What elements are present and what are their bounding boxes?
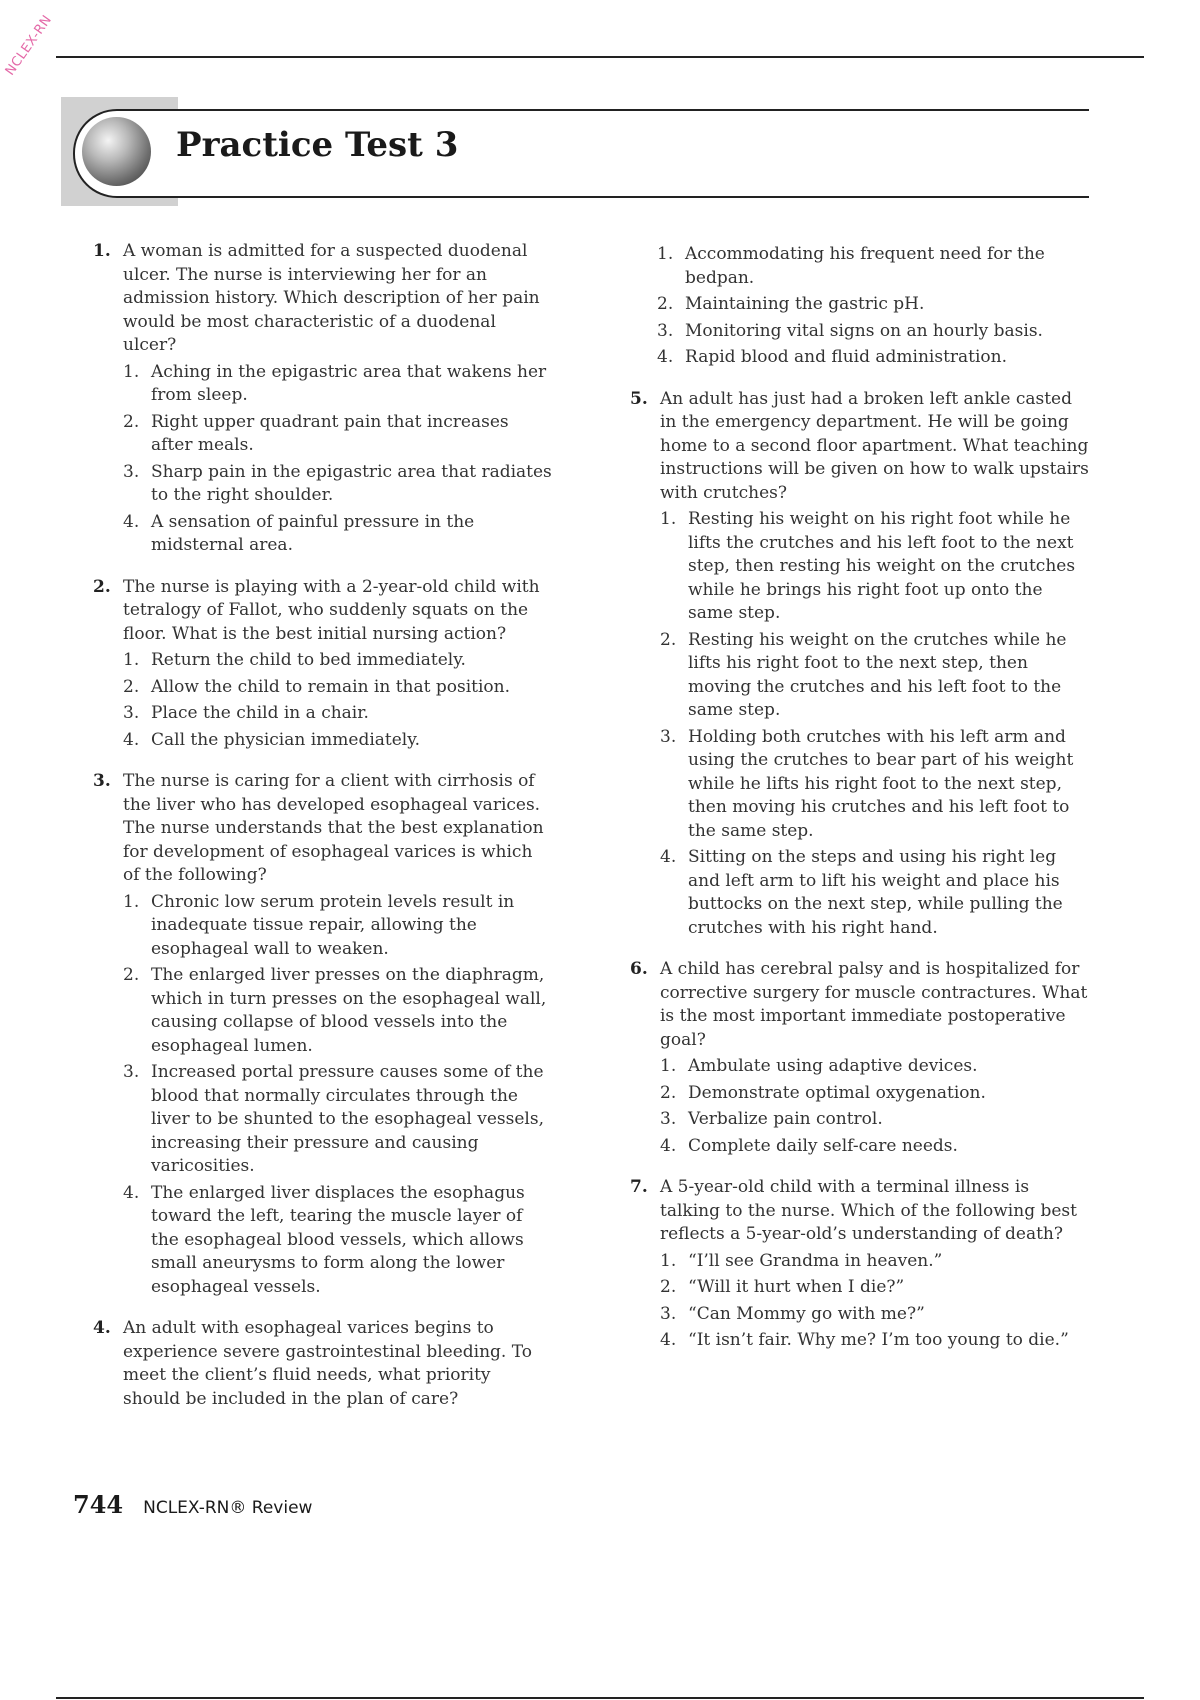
answer-option	[93, 891, 553, 962]
question-stem: The nurse is caring for a client with cirrhosis of the liver who has developed esophageal varices. The nurse understands that the best explanation for development of esophageal varices is which of the following?	[123, 771, 544, 885]
question-number: 7.	[630, 1177, 648, 1197]
option-text: “Will it hurt when I die?”	[688, 1277, 905, 1297]
question-1	[93, 240, 553, 558]
option-number: 4.	[123, 729, 140, 750]
answer-option	[630, 1108, 1090, 1132]
question-number: 1.	[93, 241, 111, 261]
option-number: 3.	[123, 703, 140, 723]
option-text: Rapid blood and fluid administration.	[685, 347, 1008, 367]
question-stem: The nurse is playing with a 2-year-old child with tetralogy of Fallot, who suddenly squats on the floor. What is the best initial nursing action?	[123, 576, 540, 644]
answer-option	[630, 1250, 1090, 1274]
option-text: Sharp pain in the epigastric area that radiates to the right shoulder.	[151, 461, 552, 505]
option-text: The enlarged liver presses on the diaphragm, which in turn presses on the esophageal wall, causing collapse of blood vessels into the esophageal lumen.	[151, 965, 547, 1056]
option-text: Right upper quadrant pain that increases after meals.	[151, 411, 509, 455]
option-number: 4.	[657, 347, 674, 367]
right-column	[630, 240, 1090, 1371]
globe-icon	[82, 117, 151, 186]
option-number: 3.	[123, 461, 140, 482]
option-number: 1.	[660, 1056, 677, 1076]
option-text: “It isn’t fair. Why me? I’m too young to die.”	[688, 1330, 1069, 1350]
question-stem: A woman is admitted for a suspected duodenal ulcer. The nurse is interviewing her for an admission history. Which description of her pain would be most characteristic of a duodenal ulcer?	[123, 241, 540, 355]
answer-option	[93, 1061, 553, 1179]
answer-option	[93, 511, 553, 558]
option-text: Aching in the epigastric area that wakens her from sleep.	[151, 361, 547, 405]
answer-option	[630, 346, 1090, 370]
option-number: 2.	[657, 294, 674, 314]
question-5	[630, 388, 1090, 941]
option-text: Accommodating his frequent need for the bedpan.	[685, 244, 1045, 288]
option-text: Sitting on the steps and using his right leg and left arm to lift his weight and place his buttocks on the next step, while pulling the crutches with his right hand.	[688, 847, 1063, 938]
option-text: Increased portal pressure causes some of the blood that normally circulates through the liver to be shunted to the esophageal vessels, increasing their pressure and causing varicosities.	[151, 1062, 544, 1176]
option-number: 2.	[660, 629, 677, 650]
answer-option	[93, 461, 553, 508]
answer-option	[630, 293, 1090, 317]
question-stem: A child has cerebral palsy and is hospitalized for corrective surgery for muscle contractures. What is the most important immediate postoperative goal?	[660, 959, 1088, 1050]
answer-option	[93, 1182, 553, 1300]
question-number: 2.	[93, 576, 111, 597]
question-4	[93, 1317, 553, 1411]
question-7	[630, 1176, 1090, 1353]
answer-option	[630, 629, 1090, 723]
question-stem: An adult with esophageal varices begins to experience severe gastrointestinal bleeding. To meet the client’s fluid needs, what priority should be included in the plan of care?	[123, 1318, 532, 1409]
option-number: 4.	[660, 847, 677, 867]
page-title: Practice Test 3	[176, 125, 459, 165]
option-text: A sensation of painful pressure in the midsternal area.	[151, 511, 475, 555]
question-number: 6.	[630, 959, 648, 979]
option-text: “I’ll see Grandma in heaven.”	[688, 1250, 943, 1271]
answer-option	[630, 508, 1090, 626]
answer-option	[630, 726, 1090, 844]
page-number: 744	[73, 1490, 124, 1519]
option-number: 3.	[660, 1303, 677, 1324]
option-number: 2.	[123, 411, 140, 432]
answer-option	[630, 1329, 1090, 1353]
option-text: Place the child in a chair.	[151, 703, 369, 723]
page-footer	[73, 1490, 312, 1519]
option-number: 2.	[123, 676, 140, 697]
question-number: 5.	[630, 388, 648, 409]
answer-option	[93, 729, 553, 753]
question-stem: An adult has just had a broken left ankle casted in the emergency department. He will be going home to a second floor apartment. What teaching instructions will be given on how to walk upstairs with crutches?	[660, 388, 1089, 503]
answer-option	[630, 1082, 1090, 1106]
option-text: The enlarged liver displaces the esophagus toward the left, tearing the muscle layer of the esophageal blood vessels, which allows small aneurysms to form along the lower esophageal vessels.	[151, 1182, 525, 1297]
option-text: Resting his weight on his right foot while he lifts the crutches and his left foot to the next step, then resting his weight on the crutches while he brings his right foot up onto the same step.	[688, 509, 1076, 623]
answer-option	[93, 702, 553, 726]
option-text: Allow the child to remain in that position.	[151, 676, 510, 697]
question-2	[93, 576, 553, 753]
question-stem: A 5-year-old child with a terminal illness is talking to the nurse. Which of the following best reflects a 5-year-old’s understanding of death?	[660, 1177, 1077, 1244]
answer-option	[630, 846, 1090, 940]
option-number: 2.	[660, 1277, 677, 1297]
option-number: 2.	[660, 1082, 677, 1103]
option-number: 4.	[660, 1135, 677, 1156]
question-number: 4.	[93, 1318, 111, 1338]
option-number: 1.	[123, 650, 140, 670]
bottom-rule	[56, 1697, 1144, 1699]
option-number: 1.	[123, 891, 140, 912]
option-number: 3.	[657, 320, 674, 341]
question-number: 3.	[93, 771, 111, 791]
left-column	[93, 240, 553, 1429]
option-text: Call the physician immediately.	[151, 729, 420, 750]
option-number: 1.	[660, 1250, 677, 1271]
answer-option	[630, 1303, 1090, 1327]
answer-option	[93, 964, 553, 1058]
option-text: Maintaining the gastric pH.	[685, 294, 925, 314]
answer-option	[630, 1276, 1090, 1300]
top-rule	[56, 56, 1144, 58]
option-text: Demonstrate optimal oxygenation.	[688, 1082, 986, 1103]
option-number: 2.	[123, 965, 140, 985]
option-text: Holding both crutches with his left arm and using the crutches to bear part of his weight while he lifts his right foot to the next step, then moving his crutches and his left foot to the same step.	[688, 726, 1074, 841]
option-number: 1.	[660, 509, 677, 529]
answer-option	[630, 1135, 1090, 1159]
option-number: 1.	[657, 244, 674, 264]
option-text: Chronic low serum protein levels result in inadequate tissue repair, allowing the esophageal wall to weaken.	[151, 891, 515, 959]
answer-option	[630, 243, 1090, 290]
option-text: “Can Mommy go with me?”	[688, 1303, 925, 1324]
option-text: Resting his weight on the crutches while he lifts his right foot to the next step, then moving the crutches and his left foot to the same step.	[688, 629, 1067, 720]
answer-option	[93, 676, 553, 700]
answer-option	[93, 411, 553, 458]
watermark: NCLEX-RN	[2, 12, 56, 79]
option-number: 4.	[660, 1330, 677, 1350]
answer-option	[93, 361, 553, 408]
option-number: 3.	[660, 726, 677, 747]
option-number: 3.	[660, 1109, 677, 1129]
question-6	[630, 958, 1090, 1158]
option-text: Ambulate using adaptive devices.	[688, 1056, 978, 1076]
option-number: 4.	[123, 1182, 140, 1203]
book-title: NCLEX-RN® Review	[143, 1498, 313, 1518]
question-4-options	[630, 243, 1090, 370]
option-text: Verbalize pain control.	[688, 1109, 883, 1129]
option-number: 4.	[123, 511, 140, 532]
option-text: Complete daily self-care needs.	[688, 1135, 958, 1156]
answer-option	[630, 320, 1090, 344]
answer-option	[93, 649, 553, 673]
answer-option	[630, 1055, 1090, 1079]
option-text: Monitoring vital signs on an hourly basis.	[685, 320, 1043, 341]
option-number: 1.	[123, 361, 140, 382]
question-3	[93, 770, 553, 1299]
option-text: Return the child to bed immediately.	[151, 650, 466, 670]
option-number: 3.	[123, 1062, 140, 1082]
